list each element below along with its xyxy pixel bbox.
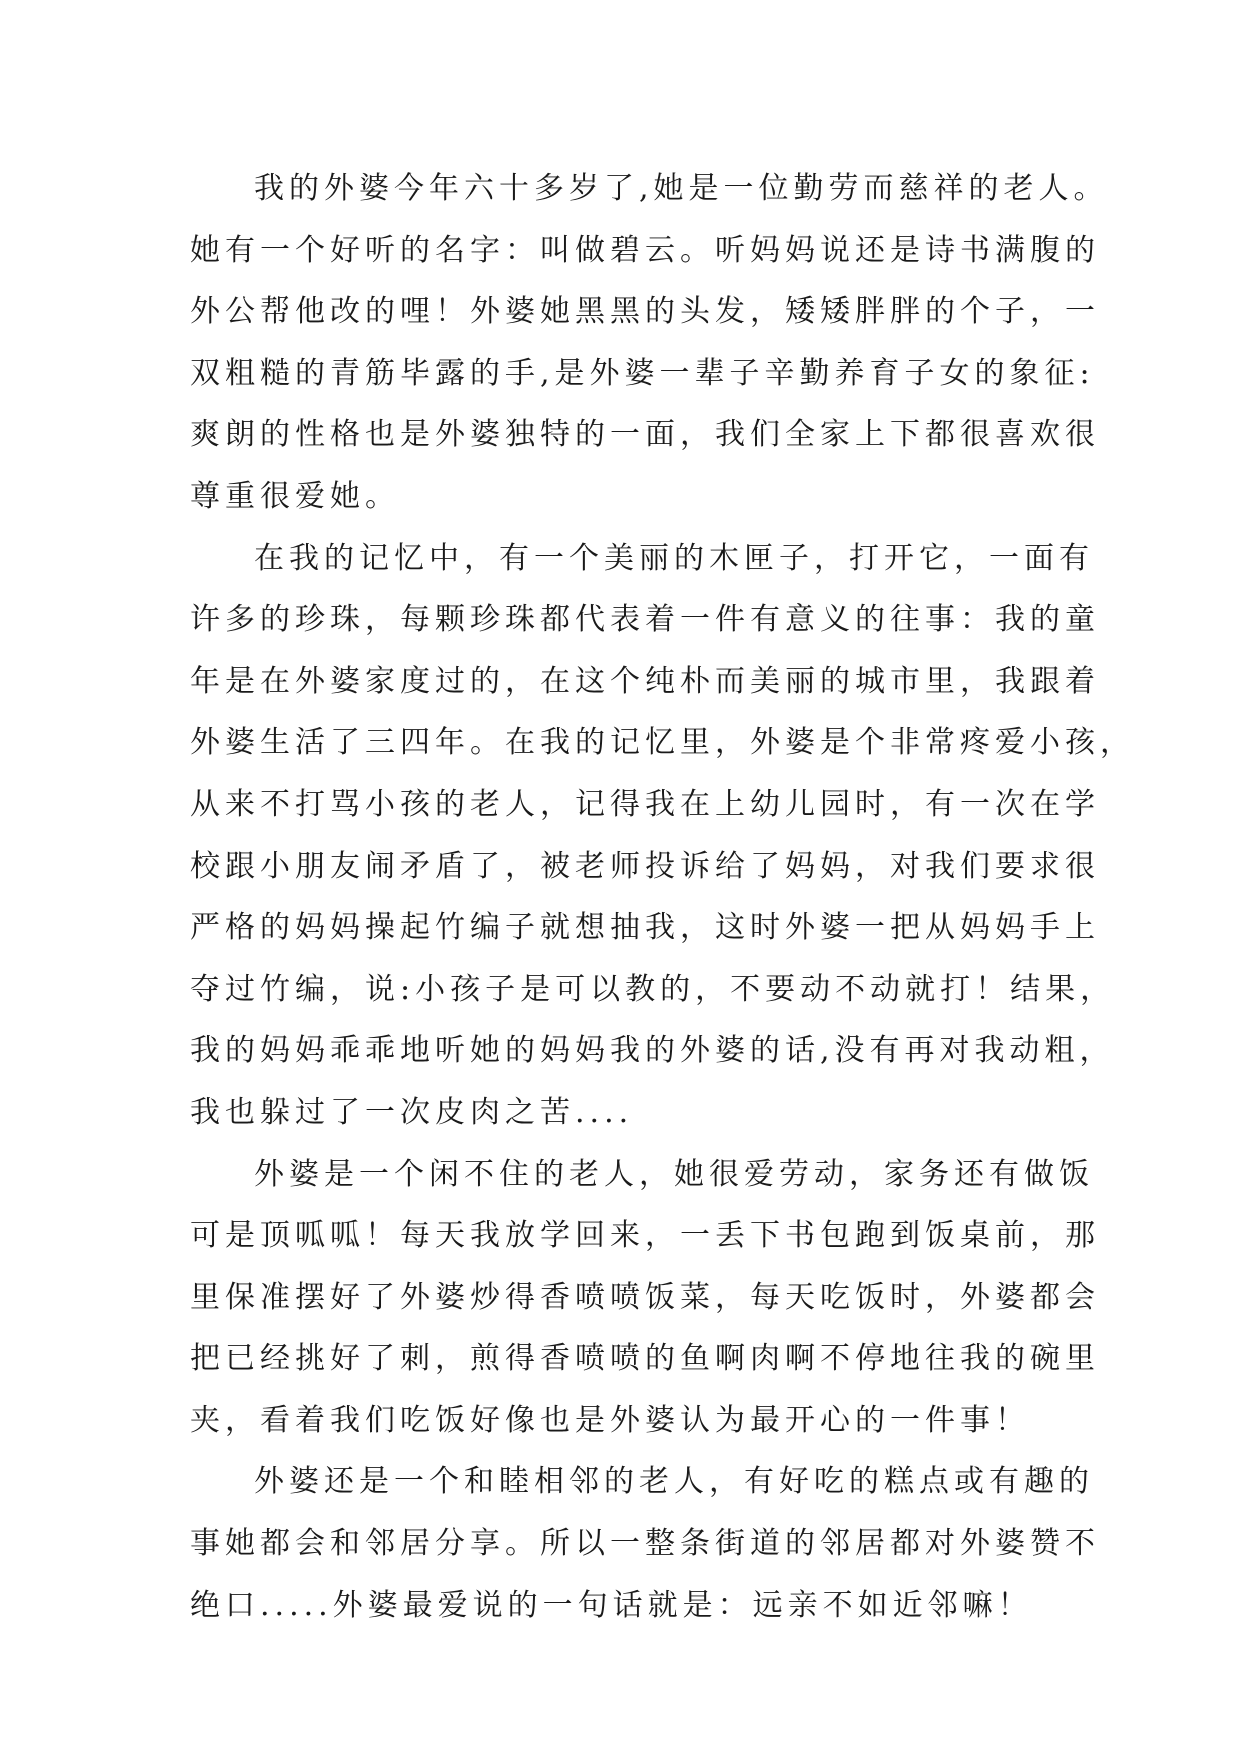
text-line: 可是顶呱呱！每天我放学回来，一丢下书包跑到饭桌前，那 (190, 1218, 1100, 1254)
paragraph-2 (190, 528, 1135, 1144)
text-line: 尊重很爱她。 (190, 478, 400, 514)
paragraph-4 (190, 1451, 1100, 1636)
text-line: 事她都会和邻居分享。所以一整条街道的邻居都对外婆赞不 (190, 1526, 1100, 1562)
text-line: 我的妈妈乖乖地听她的妈妈我的外婆的话,没有再对我动粗， (190, 1033, 1115, 1069)
text-line: 外婆是一个闲不住的老人，她很爱劳动，家务还有做饭 (254, 1156, 1094, 1192)
text-line: 夹，看着我们吃饭好像也是外婆认为最开心的一件事！ (190, 1402, 1030, 1438)
text-line: 校跟小朋友闹矛盾了，被老师投诉给了妈妈，对我们要求很 (190, 848, 1100, 884)
text-line: 外婆生活了三四年。在我的记忆里，外婆是个非常疼爱小孩， (190, 725, 1135, 761)
text-line: 我也躲过了一次皮肉之苦.... (190, 1094, 634, 1130)
essay-body (190, 158, 1135, 1636)
text-line: 年是在外婆家度过的，在这个纯朴而美丽的城市里，我跟着 (190, 663, 1100, 699)
text-line: 从来不打骂小孩的老人，记得我在上幼儿园时，有一次在学 (190, 786, 1100, 822)
text-line: 我的外婆今年六十多岁了,她是一位勤劳而慈祥的老人。 (254, 171, 1109, 206)
text-line: 外婆还是一个和睦相邻的老人，有好吃的糕点或有趣的 (254, 1464, 1094, 1500)
text-line: 爽朗的性格也是外婆独特的一面，我们全家上下都很喜欢很 (190, 417, 1100, 453)
text-line: 她有一个好听的名字：叫做碧云。听妈妈说还是诗书满腹的 (190, 232, 1100, 268)
text-line: 许多的珍珠，每颗珍珠都代表着一件有意义的往事：我的童 (190, 602, 1100, 638)
text-line: 在我的记忆中，有一个美丽的木匣子，打开它，一面有 (254, 540, 1094, 576)
text-line: 夺过竹编，说:小孩子是可以教的，不要动不动就打！结果， (190, 971, 1116, 1007)
text-line: 里保准摆好了外婆炒得香喷喷饭菜，每天吃饭时，外婆都会 (190, 1279, 1100, 1315)
paragraph-1 (190, 158, 1109, 528)
text-line: 绝口.....外婆最爱说的一句话就是：远亲不如近邻嘛！ (190, 1587, 1033, 1623)
text-line: 严格的妈妈操起竹编子就想抽我，这时外婆一把从妈妈手上 (190, 910, 1100, 946)
text-line: 把已经挑好了刺，煎得香喷喷的鱼啊肉啊不停地往我的碗里 (190, 1341, 1100, 1377)
text-line: 外公帮他改的哩！外婆她黑黑的头发，矮矮胖胖的个子，一 (190, 294, 1100, 330)
paragraph-3 (190, 1144, 1100, 1452)
text-line: 双粗糙的青筋毕露的手,是外婆一辈子辛勤养育子女的象征: (190, 355, 1095, 391)
